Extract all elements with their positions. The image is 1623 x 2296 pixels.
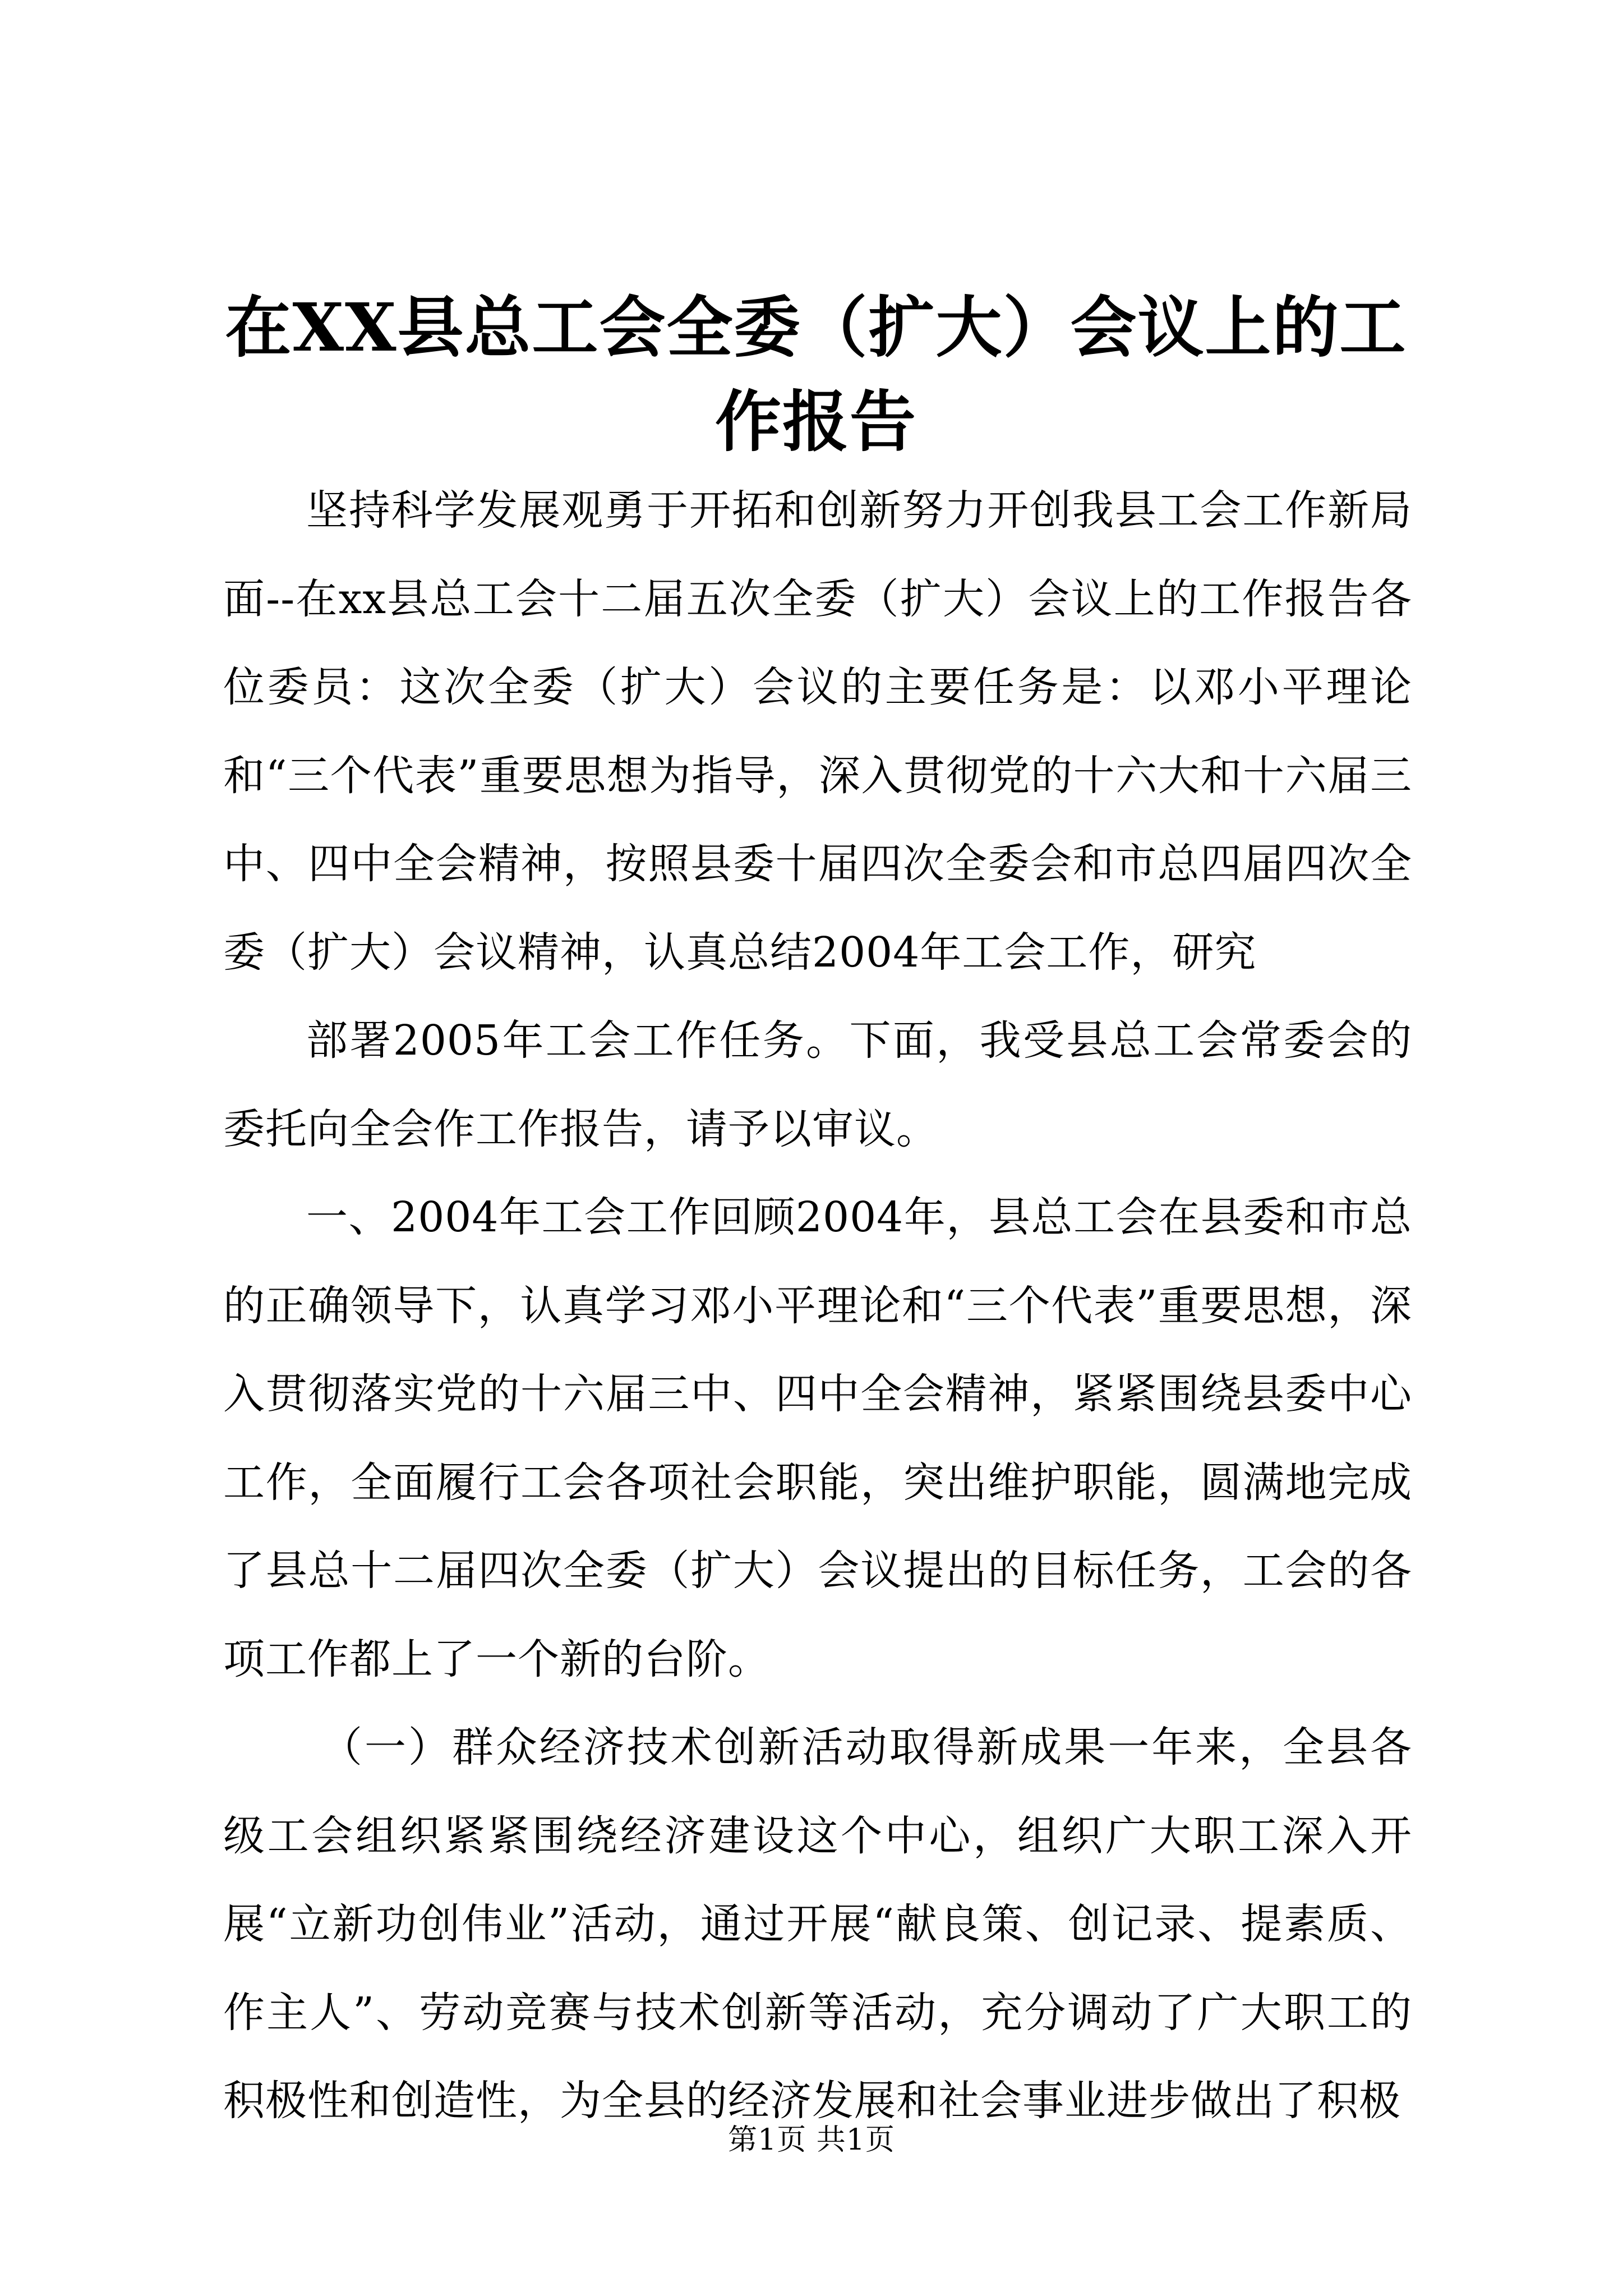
document-title: 在XX县总工会全委（扩大）会议上的工作报告 xyxy=(225,288,1407,461)
body-paragraph-3: 一、2004年工会工作回顾2004年，县总工会在县委和市总的正确领导下，认真学习邓小平理论和“三个代表”重要思想，深入贯彻落实党的十六届三中、四中全会精神，紧紧围绕县委中心工作，全面履行工会各项社会职能，突出维护职能，圆满地完成了县总十二届四次全委（扩大）会议提出的目标任务，工会的各项工作都上了一个新的台阶。 xyxy=(223,1193,1412,1683)
document-body xyxy=(223,467,1412,2146)
body-paragraph-4: （一）群众经济技术创新活动取得新成果一年来，全县各级工会组织紧紧围绕经济建设这个中心，组织广大职工深入开展“立新功创伟业”活动，通过开展“献良策、创记录、提素质、作主人”、劳动竞赛与技术创新等活动，充分调动了广大职工的积极性和创造性，为全县的经济发展和社会事业进步做出了积极 xyxy=(223,1723,1412,2125)
page-footer: 第1页 共1页 xyxy=(728,2123,895,2157)
body-paragraph-1: 坚持科学发展观勇于开拓和创新努力开创我县工会工作新局面--在xx县总工会十二届五次全委（扩大）会议上的工作报告各位委员：这次全委（扩大）会议的主要任务是：以邓小平理论和“三个代表”重要思想为指导，深入贯彻党的十六大和十六届三中、四中全会精神，按照县委十届四次全委会和市总四届四次全委（扩大）会议精神，认真总结2004年工会工作，研究 xyxy=(223,486,1412,977)
body-paragraph-2: 部署2005年工会工作任务。下面，我受县总工会常委会的委托向全会作工作报告，请予以审议。 xyxy=(223,1016,1412,1153)
